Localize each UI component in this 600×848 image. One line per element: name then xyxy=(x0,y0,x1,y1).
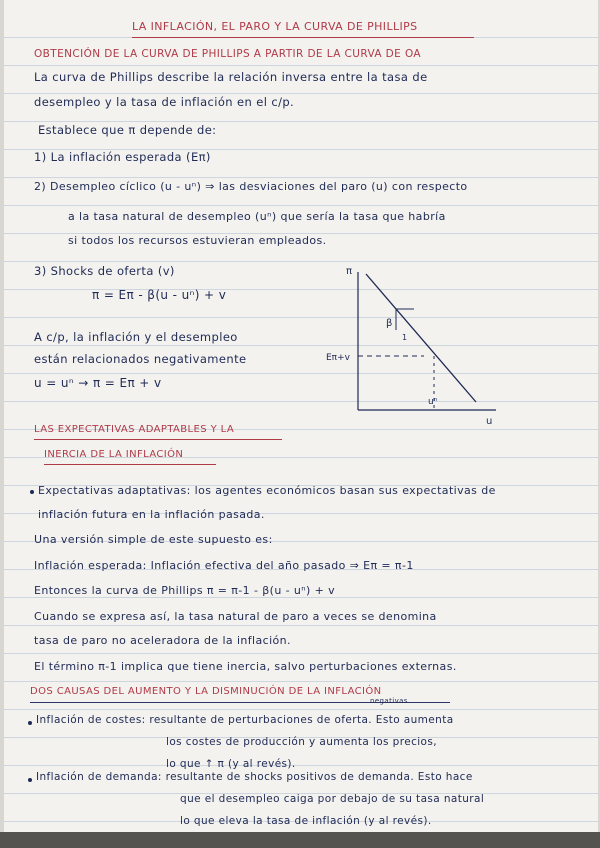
inertia-line: El término π-1 implica que tiene inercia, salvo perturbaciones externas. xyxy=(34,660,457,673)
cost-inflation-line-3: lo que ↑ π (y al revés). xyxy=(166,758,296,770)
phillips-curve-graph xyxy=(326,262,506,427)
notebook-page xyxy=(4,0,598,832)
item-cyclical-unemployment-2: a la tasa natural de desempleo (uⁿ) que sería la tasa que habría xyxy=(68,210,446,223)
simple-version-line: Una versión simple de este supuesto es: xyxy=(34,533,273,546)
graph-x-label: u xyxy=(486,416,493,427)
graph-natural-rate-label: uⁿ xyxy=(428,397,438,407)
item-supply-shocks: 3) Shocks de oferta (v) xyxy=(34,264,175,278)
short-run-line-1: A c/p, la inflación y el desempleo xyxy=(34,330,238,344)
section-heading-adaptive-2: INERCIA DE LA INFLACIÓN xyxy=(44,449,184,460)
natural-rate-line-1: Cuando se expresa así, la tasa natural de paro a veces se denomina xyxy=(34,610,437,623)
page-title: LA INFLACIÓN, EL PARO Y LA CURVA DE PHILLIPS xyxy=(132,20,418,33)
graph-slope-label: β xyxy=(386,318,393,329)
establishes-line: Establece que π depende de: xyxy=(38,123,217,137)
natural-rate-line-2: tasa de paro no aceleradora de la inflación. xyxy=(34,634,291,647)
bullet-dot xyxy=(28,721,32,725)
phillips-equation: π = Eπ - β(u - uⁿ) + v xyxy=(92,288,227,302)
demand-inflation-line-2: que el desempleo caiga por debajo de su tasa natural xyxy=(180,793,485,805)
demand-inflation-line-1: Inflación de demanda: resultante de shocks positivos de demanda. Esto hace xyxy=(36,771,473,783)
cost-inflation-line-2: los costes de producción y aumenta los precios, xyxy=(166,736,437,748)
section-heading-adaptive-2-underline xyxy=(44,464,216,465)
bullet-dot xyxy=(30,490,34,494)
bullet-dot xyxy=(28,778,32,782)
demand-inflation-line-3: lo que eleva la tasa de inflación (y al revés). xyxy=(180,815,432,827)
short-run-line-2: están relacionados negativamente xyxy=(34,352,247,366)
intro-line-2: desempleo y la tasa de inflación en el c/p. xyxy=(34,95,295,109)
long-run-equation: u = uⁿ → π = Eπ + v xyxy=(34,376,162,390)
adaptive-expectations-line-2: inflación futura en la inflación pasada. xyxy=(38,508,265,521)
title-underline xyxy=(132,37,474,38)
inserted-word: negativas xyxy=(370,697,408,705)
section-heading-adaptive-1: LAS EXPECTATIVAS ADAPTABLES Y LA xyxy=(34,424,235,435)
phillips-curve-line xyxy=(366,274,476,402)
phillips-adaptive-line: Entonces la curva de Phillips π = π-1 - β(u - uⁿ) + v xyxy=(34,584,336,597)
intro-line-1: La curva de Phillips describe la relación inversa entre la tasa de xyxy=(34,70,428,84)
page-shadow xyxy=(0,832,600,848)
section-heading-causes: DOS CAUSAS DEL AUMENTO Y LA DISMINUCIÓN DE LA INFLACIÓN xyxy=(30,686,382,697)
graph-intercept-label: Eπ+v xyxy=(326,353,350,363)
item-cyclical-unemployment-1: 2) Desempleo cíclico (u - uⁿ) ⇒ las desviaciones del paro (u) con respecto xyxy=(34,180,468,193)
cost-inflation-line-1: Inflación de costes: resultante de perturbaciones de oferta. Esto aumenta xyxy=(36,714,454,726)
expected-inflation-line: Inflación esperada: Inflación efectiva del año pasado ⇒ Eπ = π-1 xyxy=(34,559,414,572)
section-heading-adaptive-1-underline xyxy=(34,439,282,440)
adaptive-expectations-line-1: Expectativas adaptativas: los agentes económicos basan sus expectativas de xyxy=(38,484,496,497)
item-expected-inflation: 1) La inflación esperada (Eπ) xyxy=(34,150,211,164)
item-cyclical-unemployment-3: si todos los recursos estuvieran empleados. xyxy=(68,234,327,247)
graph-y-label: π xyxy=(346,266,353,277)
section-heading-phillips-from-oa: OBTENCIÓN DE LA CURVA DE PHILLIPS A PARTIR DE LA CURVA DE OA xyxy=(34,48,422,60)
graph-slope-run-label: 1 xyxy=(402,333,408,342)
